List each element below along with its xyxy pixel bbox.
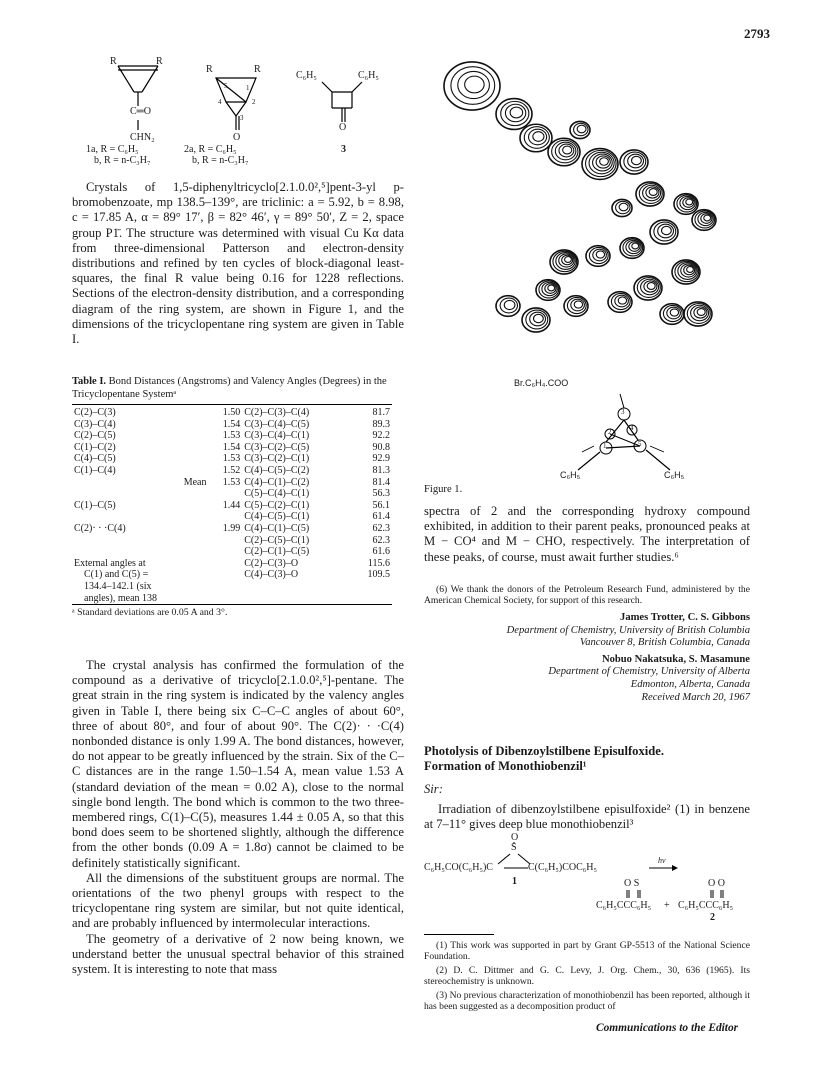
table-row xyxy=(72,593,392,605)
table-row xyxy=(72,546,392,558)
table-cell: C(1)–C(2) xyxy=(74,441,116,453)
footnote-6: (6) We thank the donors of the Petroleum Research Fund, administered by the American Chemical Society, for support of this research. xyxy=(424,584,750,607)
s2-num5: 5 xyxy=(224,82,228,90)
density-contour xyxy=(687,267,694,273)
table-footnote: ᵃ Standard deviations are 0.05 A and 3°. xyxy=(72,607,228,619)
table-row xyxy=(72,430,392,442)
footnote-2: (2) D. C. Dittmer and G. C. Levy, J. Org. Chem., 30, 636 (1965). Its stereochemistry is unknown. xyxy=(424,964,750,988)
table-1 xyxy=(72,376,404,618)
table-cell xyxy=(209,581,243,593)
scheme-plus: + xyxy=(664,900,670,911)
scheme-label-2: 2 xyxy=(710,912,715,923)
structure-3 xyxy=(296,66,392,166)
table-cell: angles), mean 138 xyxy=(84,592,158,604)
s1-label-b: b, R = n-C₃H₇ xyxy=(94,155,151,166)
density-contour xyxy=(504,300,515,309)
table-cell: C(4)–C(1)–C(2) xyxy=(244,476,310,488)
authors-1: James Trotter, C. S. Gibbons xyxy=(620,612,750,623)
table-cell xyxy=(242,593,350,605)
table-cell xyxy=(209,569,243,581)
s3-o: O xyxy=(339,122,347,133)
table-cell: External angles at xyxy=(74,557,146,569)
affiliation-1-line-1: Department of Chemistry, University of British Columbia xyxy=(506,624,750,636)
table-row xyxy=(72,488,392,500)
table-cell: C(2)–C(3) xyxy=(74,407,116,418)
s2-num3: 3 xyxy=(240,114,244,122)
table-row xyxy=(72,511,392,523)
table-cell: C(4)–C(1)–C(5) xyxy=(244,522,310,534)
figure-caption: Figure 1. xyxy=(424,484,463,495)
table-cell xyxy=(209,546,243,558)
table-cell xyxy=(209,488,243,500)
journal-footer: Communications to the Editor xyxy=(596,1022,739,1034)
density-contour xyxy=(686,199,693,205)
table-cell: C(2)–C(1)–C(5) xyxy=(244,546,310,558)
table-cell: 1.53 xyxy=(222,476,241,488)
affiliation-2-line-1: Department of Chemistry, University of Alberta xyxy=(548,666,750,678)
density-contour xyxy=(565,257,572,263)
s2-r-right: R xyxy=(254,64,261,75)
table-cell: 56.1 xyxy=(372,499,390,511)
s2-num2: 2 xyxy=(252,98,256,106)
table-cell: C(5)–C(2)–C(1) xyxy=(244,499,310,511)
density-contour xyxy=(647,283,655,290)
table-cell: C(4)–C(3)–O xyxy=(244,569,299,581)
table-cell: 90.8 xyxy=(372,441,390,453)
received-date: Received March 20, 1967 xyxy=(641,691,750,703)
density-contour xyxy=(534,314,544,322)
density-contour xyxy=(563,146,572,154)
table-cell: 115.6 xyxy=(367,557,390,569)
density-contour xyxy=(458,71,490,98)
scheme-oo: O O xyxy=(708,878,725,889)
diagram-n2: 2 xyxy=(608,428,612,436)
density-contour xyxy=(670,309,678,316)
diagram-n4: 4 xyxy=(630,424,634,432)
table-cell: 62.3 xyxy=(372,534,390,546)
table-cell: C(2)· · ·C(4) xyxy=(74,522,126,534)
table-cell: 1.50 xyxy=(222,407,241,418)
footnote-1: (1) This work was supported in part by Grant GP-5513 of the National Science Foundation. xyxy=(424,940,750,963)
table-cell xyxy=(209,511,243,523)
table-cell: 1.44 xyxy=(222,499,241,511)
table-cell: 1.54 xyxy=(222,441,241,453)
article-2-paragraph: Irradiation of dibenzoylstilbene episulfoxide² (1) in benzene at 7–11° gives deep blue monothiobenzil³ xyxy=(424,802,750,832)
s3-left: C₆H₅ xyxy=(296,70,317,81)
table-cell: 61.6 xyxy=(372,546,390,558)
density-contour xyxy=(697,309,705,316)
left-paragraph-3: The geometry of a derivative of 2 now being known, we understand better the unusual spectral behavior of this strained system. It is interesting to note that mass xyxy=(72,931,404,977)
right-paragraph: spectra of 2 and the corresponding hydroxy compound exhibited, in addition to their parent peaks, pronounced peaks at M − CO⁴ and M − CHO, respectively. The interpretation of these peaks, of course, must await further studies.⁶ xyxy=(424,504,750,564)
diagram-top-label: Br.C₆H₄.COO xyxy=(514,378,569,388)
table-cell: Mean xyxy=(183,476,207,488)
table-cell: 81.3 xyxy=(372,464,390,476)
affiliation-1-line-2: Vancouver 8, British Columbia, Canada xyxy=(579,637,750,649)
density-contour xyxy=(632,156,642,164)
table-cell: 89.3 xyxy=(372,418,390,430)
s3-right: C₆H₅ xyxy=(358,70,379,81)
table-cell: 1.53 xyxy=(222,430,241,442)
s2-o: O xyxy=(233,132,241,143)
table-cell xyxy=(209,535,243,547)
article-2-title xyxy=(424,744,750,774)
density-contours xyxy=(436,44,736,340)
table-cell: C(4)–C(5)–C(2) xyxy=(244,464,310,476)
table-cell: 134.4–142.1 (six xyxy=(84,580,152,592)
scheme-product-2: C₆H₅CCC₆H₅ xyxy=(678,900,734,911)
table-cell xyxy=(350,593,392,605)
scheme-label-1: 1 xyxy=(512,876,517,887)
s2-label-b: b, R = n-C₃H₇ xyxy=(192,155,249,166)
scheme-hv: hν xyxy=(658,856,666,865)
table-cell: C(1)–C(4) xyxy=(74,464,116,476)
table-cell: 92.2 xyxy=(372,430,390,442)
table-row xyxy=(72,442,392,454)
density-contour xyxy=(444,62,500,110)
table-cell xyxy=(242,581,350,593)
diagram-n5: 5 xyxy=(638,440,642,448)
s2-num1: 1 xyxy=(246,84,250,92)
table-cell: C(2)–C(5)–C(1) xyxy=(244,534,310,546)
table-cell: C(3)–C(2)–C(5) xyxy=(244,441,310,453)
table-row xyxy=(72,477,392,489)
table-cell: C(1)–C(5) xyxy=(74,499,116,511)
density-contour xyxy=(465,76,484,93)
diagram-n3: 3 xyxy=(621,408,625,416)
table-row xyxy=(72,535,392,547)
s1-r-right: R xyxy=(156,56,163,67)
ring-diagram xyxy=(514,376,720,486)
table-row xyxy=(72,569,392,581)
diagram-left-label: C₆H₅ xyxy=(560,470,581,480)
table-row xyxy=(72,500,392,512)
s1-label-a: 1a, R = C₆H₅ xyxy=(86,144,139,155)
density-contour xyxy=(510,107,523,118)
density-contour xyxy=(574,301,582,308)
table-cell: 1.52 xyxy=(222,464,241,476)
table-cell xyxy=(72,546,209,558)
table-cell: C(1) and C(5) = xyxy=(84,569,149,581)
table-cell: 1.99 xyxy=(222,522,241,534)
table-cell xyxy=(72,511,209,523)
electron-density-map xyxy=(436,44,736,340)
s2-r-left: R xyxy=(206,64,213,75)
table-row xyxy=(72,453,392,465)
table-cell: C(2)–C(3)–C(4) xyxy=(244,407,310,418)
scheme-o-top: O xyxy=(511,832,519,843)
density-contour xyxy=(619,203,628,211)
table-row xyxy=(72,523,392,535)
table-cell xyxy=(72,535,209,547)
table-row xyxy=(72,581,392,593)
scheme-reactant-right: C(C₆H₅)COC₆H₅ xyxy=(528,862,597,873)
table-cell: C(2)–C(3)–O xyxy=(244,557,299,569)
s3-label: 3 xyxy=(341,144,346,155)
table-cell xyxy=(350,581,392,593)
structure-2 xyxy=(184,60,286,170)
s1-carbonyl: C═O xyxy=(130,106,151,117)
table-cell: C(3)–C(4) xyxy=(74,418,116,430)
table-cell: C(4)–C(5)–C(1) xyxy=(244,511,310,523)
scheme-os: O S xyxy=(624,878,640,889)
scheme-reactant-left: C₆H₅CO(C₆H₅)C xyxy=(424,862,493,873)
s2-label-a: 2a, R = C₆H₅ xyxy=(184,144,237,155)
s1-r-left: R xyxy=(110,56,117,67)
bond-table xyxy=(72,407,392,605)
table-cell: 62.3 xyxy=(372,522,390,534)
table-cell: C(5)–C(4)–C(1) xyxy=(244,488,310,500)
left-body xyxy=(72,658,404,977)
density-contour xyxy=(704,215,711,221)
left-paragraph-1: The crystal analysis has confirmed the formulation of the compound as a derivative of tricyclo[2.1.0.0²,⁵]-pentane. The great strain in the ring system is indicated by the valency angles given in Table I, there being six C–C–C angles of about 60°, three of about 80°, and four of about 90°. The C(2)· · ·C(4) nonbonded distance is only 1.99 A. The bond distances, however, do not appear to be greatly influenced by the strain. Six of the C–C distances are in the range 1.50–1.54 A, mean value 1.53 A (standard deviation of the mean = 0.02 A), close to the normal single bond length. The bond which is common to the two three-membered rings, C(1)–C(5), measures 1.44 ± 0.05 A, so that this bond does seem to be shortened slightly, although the difference from the other bonds (0.09 A = 1.8σ) cannot be claimed to be definitely statistically significant. xyxy=(72,658,404,870)
table-cell: 1.53 xyxy=(222,453,241,465)
footnote-divider xyxy=(424,934,494,935)
table-row xyxy=(72,558,392,570)
density-contour xyxy=(662,226,672,234)
density-contour xyxy=(548,285,555,291)
left-paragraph-2: All the dimensions of the substituent groups are normal. The orientations of the two phenyl groups with respect to the tricyclopentane ring system are similar, but not quite identical, and are probably influenced by intermolecular interactions. xyxy=(72,870,404,931)
diagram-right-label: C₆H₅ xyxy=(664,470,685,480)
table-cell: C(3)–C(2)–C(1) xyxy=(244,453,310,465)
salutation: Sir: xyxy=(424,782,443,796)
density-contour xyxy=(600,158,609,166)
author-block xyxy=(424,612,750,704)
table-cell: 61.4 xyxy=(372,511,390,523)
page-number: 2793 xyxy=(744,26,770,41)
article-2-title-line-2: Formation of Monothiobenzil¹ xyxy=(424,759,587,773)
table-cell: 56.3 xyxy=(372,488,390,500)
intro-paragraph: Crystals of 1,5-diphenyltricyclo[2.1.0.0²,⁵]pent-3-yl p-bromobenzoate, mp 138.5–139°, are triclinic: a = 5.92, b = 8.98, c = 17.85 A, α = 89° 17′, β = 82° 46′, γ = 89° 50′, Z = 2, space group P1̄. The structure was determined with visual Cu Kα data from three-dimensional Patterson and electron-density distributions and refined by ten cycles of block-diagonal least-squares, the final R value being 0.16 for 1228 reflections. Sections of the electron-density distribution, and a corresponding diagram of the ring system, are shown in Figure 1, and the dimensions of the tricyclopentane ring system are given in Table I. xyxy=(72,180,404,347)
table-cell xyxy=(209,593,243,605)
table-caption: Table I. Bond Distances (Angstroms) and Valency Angles (Degrees) in the Tricyclopentane Systemᵃ xyxy=(72,376,387,400)
density-contour xyxy=(533,132,544,142)
bottom-footnotes xyxy=(424,940,750,1014)
footnote-3: (3) No previous characterization of monothiobenzil has been reported, although it has been suggested as a decomposition product of xyxy=(424,989,750,1013)
article-2-title-line-1: Photolysis of Dibenzoylstilbene Episulfoxide. xyxy=(424,744,665,758)
table-cell: 81.4 xyxy=(372,476,390,488)
structure-1 xyxy=(86,52,186,170)
table-cell: C(4)–C(5) xyxy=(74,453,116,465)
affiliation-2-line-2: Edmonton, Alberta, Canada xyxy=(630,678,750,690)
authors-2: Nobuo Nakatsuka, S. Masamune xyxy=(601,653,750,665)
table-row xyxy=(72,419,392,431)
table-cell: 92.9 xyxy=(372,453,390,465)
table-cell xyxy=(209,558,243,570)
table-cell: 109.5 xyxy=(367,569,390,581)
table-cell: 81.7 xyxy=(372,407,390,418)
reaction-scheme xyxy=(424,832,754,932)
diagram-n1: 1 xyxy=(603,442,607,450)
density-contour xyxy=(649,189,657,196)
density-contour xyxy=(632,243,639,249)
density-contour xyxy=(577,125,586,133)
table-cell: C(3)–C(4)–C(1) xyxy=(244,430,310,442)
scheme-s: S xyxy=(511,842,517,853)
table-row xyxy=(72,465,392,477)
s1-chn2: CHN₂ xyxy=(130,132,155,143)
density-contour xyxy=(496,99,532,130)
scheme-product-1: C₆H₅CCC₆H₅ xyxy=(596,900,652,911)
s2-num4: 4 xyxy=(218,98,222,106)
table-cell xyxy=(72,488,209,500)
table-cell: C(2)–C(5) xyxy=(74,430,116,442)
table-row xyxy=(72,407,392,419)
density-contour xyxy=(618,297,626,304)
table-cell: 1.54 xyxy=(222,418,241,430)
table-cell: C(3)–C(4)–C(5) xyxy=(244,418,310,430)
density-contour xyxy=(596,251,604,258)
